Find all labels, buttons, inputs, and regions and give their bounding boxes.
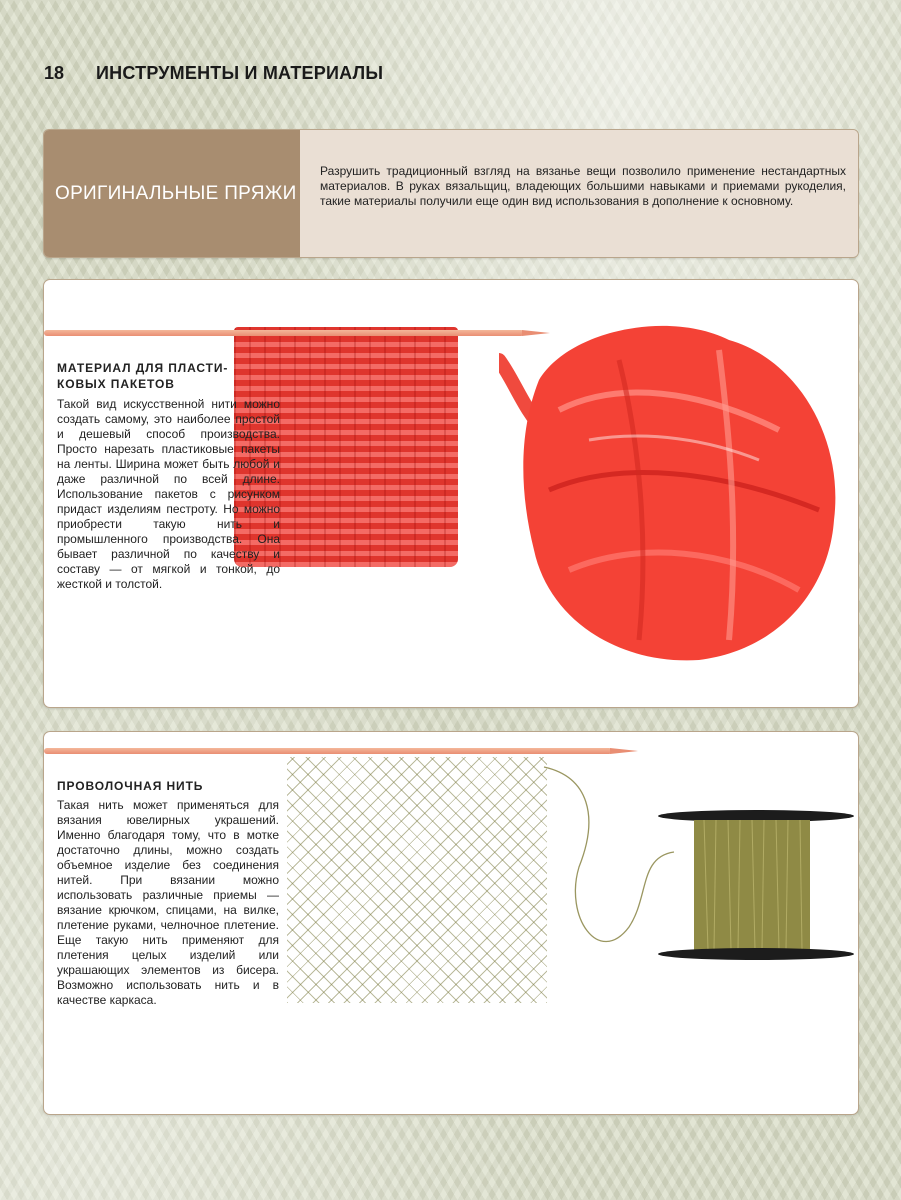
plastic-yarn-title-line-2: КОВЫХ ПАКЕТОВ <box>57 377 175 391</box>
wire-yarn-title <box>57 778 203 794</box>
plastic-yarn-title <box>57 360 228 392</box>
plastic-yarn-panel <box>43 279 859 708</box>
knitting-needle-image <box>44 748 612 754</box>
intro-heading: ОРИГИНАЛЬНЫЕ ПРЯЖИ <box>55 182 297 204</box>
intro-text-block <box>300 130 858 257</box>
intro-box <box>43 129 859 258</box>
wire-spool-image <box>656 806 856 966</box>
page-number: 18 <box>44 62 65 83</box>
wire-yarn-title-line-1: ПРОВОЛОЧНАЯ НИТЬ <box>57 779 204 793</box>
knitting-needle-image <box>44 330 524 336</box>
intro-heading-block <box>44 130 300 257</box>
page-title: ИНСТРУМЕНТЫ И МАТЕРИАЛЫ <box>96 62 384 83</box>
needle-tip <box>610 748 638 754</box>
plastic-yarn-title-line-1: МАТЕРИАЛ ДЛЯ ПЛАСТИ- <box>57 361 229 375</box>
wire-yarn-text: Такая нить может применяться для вязания ювелирных украшений. Именно благодаря тому, что в мотке достаточно длины, можно создать объемное изделие без соединения нитей. При вязании можно использовать различные приемы — вязание крючком, спицами, на вилке, плетение руками, челночное плетение. Еще такую нить применяют для плетения целых изделий или украшающих элементов из бисера. Возможно использовать нить и в качестве каркаса. <box>57 798 279 1007</box>
wire-yarn-panel <box>43 731 859 1115</box>
plastic-yarn-text: Такой вид искусственной нити можно создать самому, это наиболее простой и дешевый способ производства. Просто нарезать пластиковые пакеты на ленты. Ширина может быть любой и даже различной по всей длине. Использование пакетов с рисунком придаст изделиям пестроту. Но можно приобрести такую нить и промышленного производства. Она бывает различной по качеству и составу — от мягкой и тонкой, до жесткой и толстой. <box>57 397 280 591</box>
plastic-yarn-ball-image <box>499 320 849 665</box>
wire-knit-swatch-image <box>287 757 547 1003</box>
intro-text: Разрушить традиционный взгляд на вязанье вещи позволило применение нестандартных материалов. В руках вязальщиц, владеющих большими навыками и приемами рукоделия, такие материалы получили еще один вид использования в дополнение к основному. <box>320 164 846 208</box>
page-header <box>44 60 383 86</box>
